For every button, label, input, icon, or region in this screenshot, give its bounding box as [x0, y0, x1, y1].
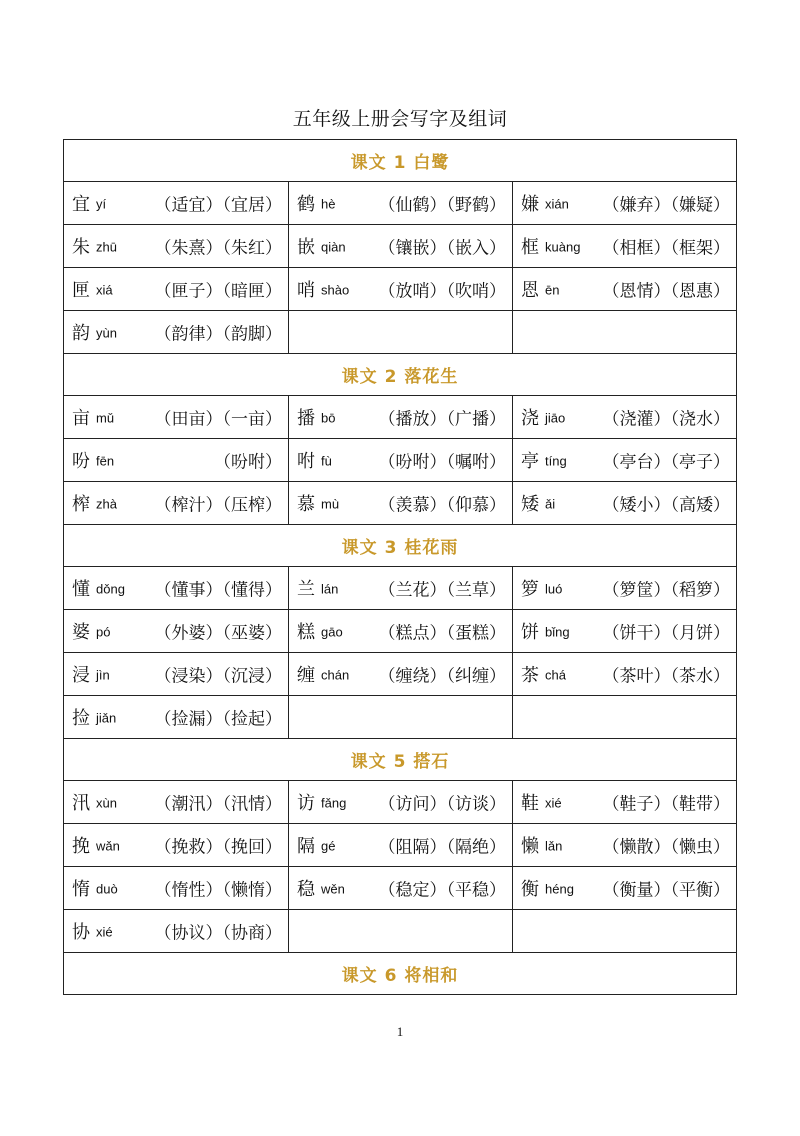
pinyin: fēn	[96, 453, 115, 469]
table-row	[64, 867, 737, 910]
character: 协	[72, 922, 90, 943]
character: 浸	[72, 665, 90, 686]
table-row	[64, 910, 737, 953]
word-group: （鞋子）（鞋带）	[602, 794, 731, 815]
word-group: （羡慕）（仰慕）	[378, 495, 506, 516]
vocab-entry	[64, 439, 289, 482]
word-group: （捡漏）（捡起）	[154, 709, 282, 730]
character: 糕	[297, 622, 315, 643]
pinyin: mù	[321, 496, 340, 512]
vocab-entry	[289, 867, 513, 910]
page-number: 1	[396, 1024, 404, 1039]
pinyin: wěn	[321, 881, 345, 897]
empty-cell	[513, 311, 737, 354]
character: 隔	[297, 836, 315, 857]
vocab-entry	[64, 696, 289, 739]
pinyin: xùn	[96, 795, 117, 811]
vocab-entry	[64, 225, 289, 268]
character: 吩	[72, 451, 90, 472]
vocab-table	[63, 139, 737, 995]
word-group: （嫌弃）（嫌疑）	[602, 195, 731, 216]
vocab-entry	[289, 268, 513, 311]
character: 慕	[297, 494, 315, 515]
pinyin: jìn	[96, 667, 110, 683]
word-group: （田亩）（一亩）	[154, 409, 282, 430]
vocab-entry	[64, 482, 289, 525]
word-group: （外婆）（巫婆）	[154, 623, 282, 644]
word-group: （箩筐）（稻箩）	[602, 580, 731, 601]
pinyin: xiá	[96, 282, 113, 298]
vocab-entry	[289, 824, 513, 867]
character: 鹤	[297, 194, 315, 215]
word-group: （衡量）（平衡）	[602, 880, 731, 901]
word-group: （镶嵌）（嵌入）	[378, 238, 506, 259]
character: 嵌	[297, 237, 315, 258]
section-heading: 课文 1 白鹭	[64, 140, 737, 182]
word-group: （放哨）（吹哨）	[378, 281, 506, 302]
vocab-entry	[64, 653, 289, 696]
word-group: （挽救）（挽回）	[154, 837, 282, 858]
page-title: 五年级上册会写字及组词	[292, 108, 508, 130]
section-heading-row	[64, 140, 737, 182]
word-group: （饼干）（月饼）	[602, 623, 731, 644]
word-group: （韵律）（韵脚）	[154, 324, 282, 345]
pinyin: pó	[96, 624, 111, 640]
vocab-entry	[513, 567, 737, 610]
word-group: （稳定）（平稳）	[378, 880, 506, 901]
vocab-entry	[64, 182, 289, 225]
section-heading: 课文 2 落花生	[64, 354, 737, 396]
table-row	[64, 268, 737, 311]
empty-cell	[289, 696, 513, 739]
pinyin: ēn	[545, 282, 560, 298]
section-heading-row	[64, 525, 737, 567]
pinyin: zhà	[96, 496, 117, 512]
character: 嫌	[521, 194, 539, 215]
word-group: （浸染）（沉浸）	[154, 666, 282, 687]
pinyin: chá	[545, 667, 566, 683]
pinyin: yí	[96, 196, 107, 212]
character: 宜	[72, 194, 90, 215]
pinyin: jiāo	[545, 410, 566, 426]
vocab-entry	[64, 311, 289, 354]
pinyin: yùn	[96, 325, 117, 341]
pinyin: xié	[96, 924, 113, 940]
pinyin: chán	[321, 667, 350, 683]
empty-cell	[513, 696, 737, 739]
vocab-entry	[289, 439, 513, 482]
pinyin: héng	[545, 881, 574, 897]
vocab-entry	[289, 225, 513, 268]
vocab-entry	[64, 824, 289, 867]
pinyin: bō	[321, 410, 336, 426]
vocab-entry	[64, 268, 289, 311]
pinyin: gāo	[321, 624, 343, 640]
character: 稳	[297, 879, 315, 900]
word-group: （播放）（广播）	[378, 409, 506, 430]
pinyin: kuàng	[545, 239, 581, 255]
character: 挽	[72, 836, 90, 857]
pinyin: fǎng	[321, 795, 347, 811]
word-group: （潮汛）（汛情）	[154, 794, 282, 815]
pinyin: lán	[321, 581, 339, 597]
character: 懂	[72, 579, 90, 600]
empty-cell	[289, 311, 513, 354]
word-group: （亭台）（亭子）	[602, 452, 731, 473]
character: 咐	[297, 451, 315, 472]
word-group: （阻隔）（隔绝）	[378, 837, 506, 858]
empty-cell	[513, 910, 737, 953]
vocab-entry	[289, 482, 513, 525]
character: 矮	[521, 494, 539, 515]
vocab-entry	[64, 610, 289, 653]
vocab-entry	[513, 225, 737, 268]
vocab-entry	[513, 482, 737, 525]
character: 恩	[521, 280, 539, 301]
vocab-entry	[289, 396, 513, 439]
table-row	[64, 567, 737, 610]
pinyin: tíng	[545, 453, 567, 469]
word-group: （缠绕）（纠缠）	[378, 666, 506, 687]
pinyin: mǔ	[96, 410, 115, 426]
word-group: （矮小）（高矮）	[602, 495, 731, 516]
pinyin: gé	[321, 838, 336, 854]
table-row	[64, 610, 737, 653]
word-group: （协议）（协商）	[154, 923, 282, 944]
vocab-entry	[64, 396, 289, 439]
character: 鞋	[521, 793, 539, 814]
table-row	[64, 311, 737, 354]
word-group: （吩咐）	[214, 452, 282, 473]
vocab-entry	[513, 182, 737, 225]
section-heading-row	[64, 953, 737, 995]
vocab-entry	[513, 396, 737, 439]
character: 亭	[521, 451, 539, 472]
section-heading: 课文 6 将相和	[64, 953, 737, 995]
word-group: （朱熹）（朱红）	[154, 238, 282, 259]
pinyin: xié	[545, 795, 562, 811]
character: 哨	[297, 280, 315, 301]
section-heading: 课文 5 搭石	[64, 739, 737, 781]
vocab-entry	[513, 653, 737, 696]
section-heading-row	[64, 354, 737, 396]
character: 榨	[72, 494, 90, 515]
vocab-entry	[289, 610, 513, 653]
character: 朱	[72, 237, 90, 258]
word-group: （仙鹤）（野鹤）	[378, 195, 506, 216]
vocab-entry	[289, 567, 513, 610]
table-row	[64, 781, 737, 824]
word-group: （恩情）（恩惠）	[602, 281, 731, 302]
vocab-entry	[289, 781, 513, 824]
word-group: （访问）（访谈）	[378, 794, 506, 815]
character: 捡	[72, 708, 90, 729]
pinyin: hè	[321, 196, 336, 212]
word-group: （适宜）（宜居）	[154, 195, 282, 216]
table-row	[64, 396, 737, 439]
word-group: （浇灌）（浇水）	[602, 409, 731, 430]
vocab-entry	[513, 781, 737, 824]
word-group: （吩咐）（嘱咐）	[378, 452, 506, 473]
word-group: （懒散）（懒虫）	[602, 837, 731, 858]
word-group: （茶叶）（茶水）	[602, 666, 731, 687]
word-group: （相框）（框架）	[602, 238, 731, 259]
pinyin: zhū	[96, 239, 117, 255]
vocab-entry	[64, 567, 289, 610]
table-row	[64, 182, 737, 225]
character: 访	[297, 793, 315, 814]
vocab-entry	[513, 439, 737, 482]
pinyin: duò	[96, 881, 118, 897]
vocab-entry	[289, 182, 513, 225]
vocab-entry	[513, 268, 737, 311]
character: 汛	[72, 793, 90, 814]
character: 惰	[72, 879, 90, 900]
table-row	[64, 225, 737, 268]
character: 框	[521, 237, 539, 258]
vocab-entry	[513, 867, 737, 910]
character: 浇	[521, 408, 539, 429]
word-group: （匣子）（暗匣）	[154, 281, 282, 302]
pinyin: xián	[545, 196, 569, 212]
vocab-entry	[64, 910, 289, 953]
table-row	[64, 439, 737, 482]
section-heading-row	[64, 739, 737, 781]
table-row	[64, 824, 737, 867]
character: 婆	[72, 622, 90, 643]
character: 匣	[72, 280, 90, 301]
pinyin: lǎn	[545, 838, 563, 854]
vocab-entry	[513, 610, 737, 653]
vocab-entry	[289, 653, 513, 696]
character: 饼	[521, 622, 539, 643]
pinyin: jiǎn	[96, 710, 117, 726]
character: 兰	[297, 579, 315, 600]
character: 缠	[297, 665, 315, 686]
word-group: （惰性）（懒惰）	[154, 880, 282, 901]
pinyin: wǎn	[96, 838, 120, 854]
empty-cell	[289, 910, 513, 953]
character: 播	[297, 408, 315, 429]
pinyin: dǒng	[96, 581, 125, 597]
table-row	[64, 482, 737, 525]
word-group: （糕点）（蛋糕）	[378, 623, 506, 644]
vocab-entry	[64, 781, 289, 824]
character: 衡	[521, 879, 539, 900]
character: 韵	[72, 323, 90, 344]
pinyin: qiàn	[321, 239, 346, 255]
character: 亩	[72, 408, 90, 429]
table-row	[64, 653, 737, 696]
word-group: （榨汁）（压榨）	[154, 495, 282, 516]
table-row	[64, 696, 737, 739]
pinyin: bǐng	[545, 624, 570, 640]
character: 茶	[521, 665, 539, 686]
word-group: （兰花）（兰草）	[378, 580, 506, 601]
character: 懒	[521, 836, 539, 857]
character: 箩	[521, 579, 539, 600]
vocab-entry	[513, 824, 737, 867]
word-group: （懂事）（懂得）	[154, 580, 282, 601]
pinyin: luó	[545, 581, 563, 597]
pinyin: fù	[321, 453, 332, 469]
vocab-entry	[64, 867, 289, 910]
section-heading: 课文 3 桂花雨	[64, 525, 737, 567]
pinyin: shào	[321, 282, 350, 298]
pinyin: ǎi	[545, 496, 556, 512]
